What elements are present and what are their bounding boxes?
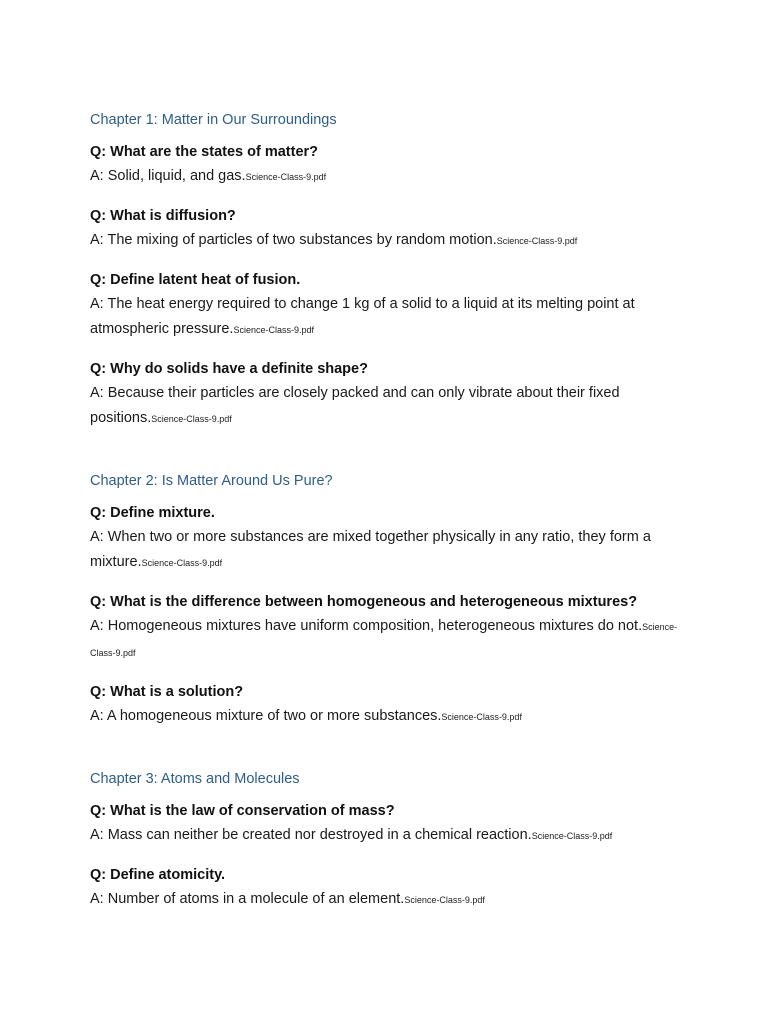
answer [90,887,678,913]
question: Q: Define mixture. [90,505,215,521]
answer [90,525,678,576]
answer-text: A: Mass can neither be created nor destroyed in a chemical reaction. [90,827,532,843]
question: Q: Why do solids have a definite shape? [90,361,368,377]
answer-text: A: A homogeneous mixture of two or more substances. [90,708,442,724]
question: Q: What is a solution? [90,684,244,700]
answer-text: A: Number of atoms in a molecule of an element. [90,891,405,907]
citation-link[interactable]: Science-Class-9.pdf [245,172,327,182]
answer [90,228,678,254]
qa-item [90,269,678,343]
answer-text: A: Because their particles are closely packed and can only vibrate about their fixed positions. [90,385,620,426]
qa-item [90,358,678,432]
qa-item [90,205,678,254]
qa-item [90,864,678,913]
answer [90,164,678,190]
answer [90,614,678,666]
answer [90,823,678,849]
question: Q: Define atomicity. [90,867,226,883]
citation-link[interactable]: Science-Class-9.pdf [151,414,232,424]
citation-link[interactable]: Science-Class-9.pdf [90,622,678,658]
chapter-2 [90,470,678,730]
answer [90,381,678,432]
chapter-heading: Chapter 2: Is Matter Around Us Pure? [90,473,333,489]
question: Q: What are the states of matter? [90,144,319,160]
chapter-heading: Chapter 3: Atoms and Molecules [90,771,300,787]
qa-item [90,681,678,730]
citation-link[interactable]: Science-Class-9.pdf [496,236,578,246]
citation-link[interactable]: Science-Class-9.pdf [141,558,223,568]
answer-text: A: When two or more substances are mixed together physically in any ratio, they form a mixture. [90,529,651,570]
question: Q: What is diffusion? [90,208,236,224]
question: Q: What is the difference between homogeneous and heterogeneous mixtures? [90,594,638,610]
qa-item [90,591,678,666]
answer-text: A: Solid, liquid, and gas. [90,168,246,184]
chapter-1 [90,109,678,432]
qa-item [90,141,678,190]
citation-link[interactable]: Science-Class-9.pdf [233,325,314,335]
answer [90,292,678,343]
qa-item [90,502,678,576]
answer-text: A: The heat energy required to change 1 kg of a solid to a liquid at its melting point at atmospheric pressure. [90,296,635,337]
chapter-heading: Chapter 1: Matter in Our Surroundings [90,112,337,128]
question: Q: Define latent heat of fusion. [90,272,301,288]
citation-link[interactable]: Science-Class-9.pdf [531,831,613,841]
answer-text: A: The mixing of particles of two substances by random motion. [90,232,497,248]
qa-item [90,800,678,849]
citation-link[interactable]: Science-Class-9.pdf [404,895,485,905]
chapter-3 [90,768,678,913]
question: Q: What is the law of conservation of mass? [90,803,395,819]
answer [90,704,678,730]
answer-text: A: Homogeneous mixtures have uniform composition, heterogeneous mixtures do not. [90,618,643,634]
citation-link[interactable]: Science-Class-9.pdf [441,712,522,722]
